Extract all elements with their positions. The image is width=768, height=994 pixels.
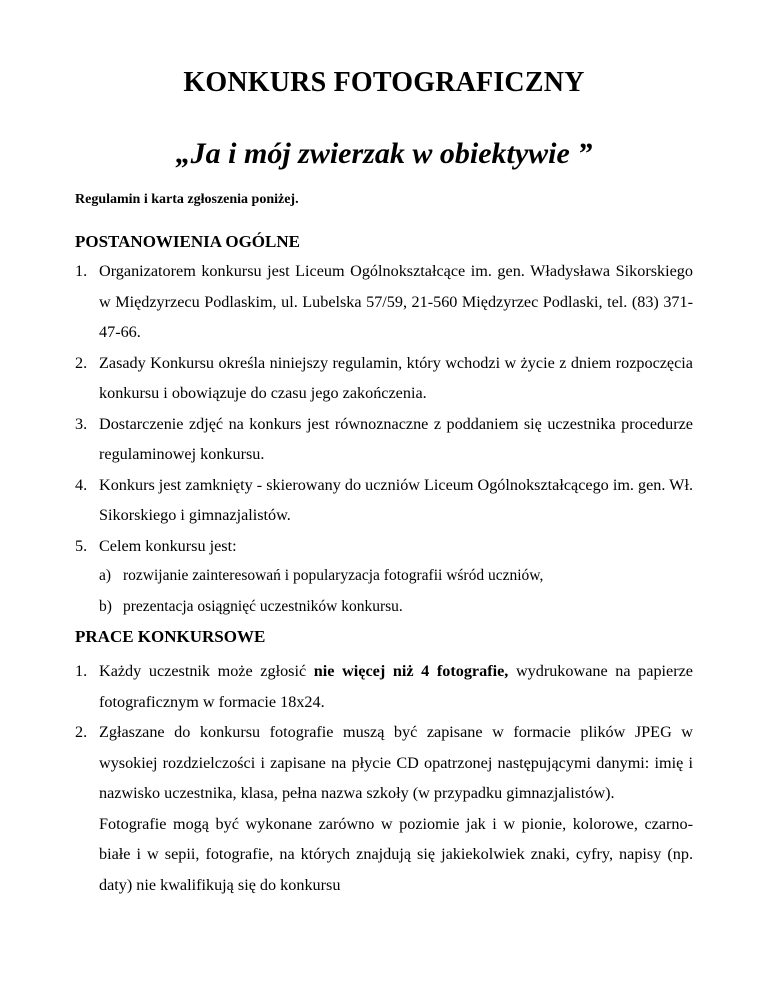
- list-item-number: 1.: [75, 662, 88, 680]
- list-item: [75, 409, 693, 470]
- list-item-text: Zasady Konkursu określa niniejszy regulamin, który wchodzi w życie z dniem rozpoczęcia konkursu i obowiązuje do czasu jego zakończenia.: [99, 353, 693, 402]
- list-item-text-bold: nie więcej niż 4 fotografie,: [313, 662, 509, 680]
- list-item: [75, 717, 693, 809]
- general-rules-list: [75, 256, 693, 622]
- document-title: KONKURS FOTOGRAFICZNY: [183, 67, 585, 98]
- sub-list-item-letter: a): [99, 567, 112, 584]
- list-item-number: 1.: [75, 262, 88, 280]
- section-heading-entries: PRACE KONKURSOWE: [75, 627, 266, 646]
- list-item-text: Celem konkursu jest:: [99, 536, 237, 555]
- entries-paragraph: Fotografie mogą być wykonane zarówno w poziomie jak i w pionie, kolorowe, czarno-białe i w sepii, fotografie, na których znajdują się jakiekolwiek znaki, cyfry, napisy (np. daty) nie kwalifikują się do konkursu: [99, 814, 693, 894]
- list-item-text: Zgłaszane do konkursu fotografie muszą być zapisane w formacie plików JPEG w wysokiej rozdzielczości i zapisane na płycie CD opatrzonej następującymi danymi: imię i nazwisko uczestnika, klasa, pełna nazwa szkoły (w przypadku gimnazjalistów).: [99, 723, 693, 802]
- rules-note: Regulamin i karta zgłoszenia poniżej.: [75, 192, 299, 207]
- sub-list-item-text: prezentacja osiągnięć uczestników konkursu.: [123, 597, 403, 615]
- list-item: [75, 470, 693, 531]
- list-item-number: 2.: [75, 723, 88, 741]
- entries-rules-list: [75, 656, 693, 900]
- sub-list-item-letter: b): [99, 597, 112, 615]
- list-item-text: Dostarczenie zdjęć na konkurs jest równoznaczne z poddaniem się uczestnika procedurze regulaminowej konkursu.: [99, 414, 693, 463]
- list-item-number: 4.: [75, 475, 88, 494]
- list-item-text: Konkurs jest zamknięty - skierowany do uczniów Liceum Ogólnokształcącego im. gen. Wł. Sikorskiego i gimnazjalistów.: [99, 475, 693, 524]
- section-heading-general: POSTANOWIENIA OGÓLNE: [75, 232, 300, 251]
- sub-list-item: [99, 561, 693, 592]
- list-item-number: 3.: [75, 414, 88, 433]
- sub-list-item: [99, 592, 693, 623]
- list-item: [75, 256, 693, 348]
- list-item-number: 2.: [75, 353, 88, 372]
- list-item-text-after: wydrukowane na papierze fotograficznym w formacie 18x24.: [99, 662, 693, 711]
- list-item: [75, 531, 693, 562]
- list-item-text-before: Każdy uczestnik może zgłosić: [99, 662, 314, 680]
- list-item-number: 5.: [75, 536, 88, 555]
- list-item-text: Organizatorem konkursu jest Liceum Ogólnokształcące im. gen. Władysława Sikorskiego w Międzyrzecu Podlaskim, ul. Lubelska 57/59, 21-560 Międzyrzec Podlaski, tel. (83) 371-47-66.: [99, 262, 693, 341]
- list-item: [75, 348, 693, 409]
- list-item: [75, 656, 693, 717]
- document-subtitle: „Ja i mój zwierzak w obiektywie ”: [175, 137, 593, 170]
- sub-list-item-text: rozwijanie zainteresowań i popularyzacja fotografii wśród uczniów,: [123, 567, 544, 584]
